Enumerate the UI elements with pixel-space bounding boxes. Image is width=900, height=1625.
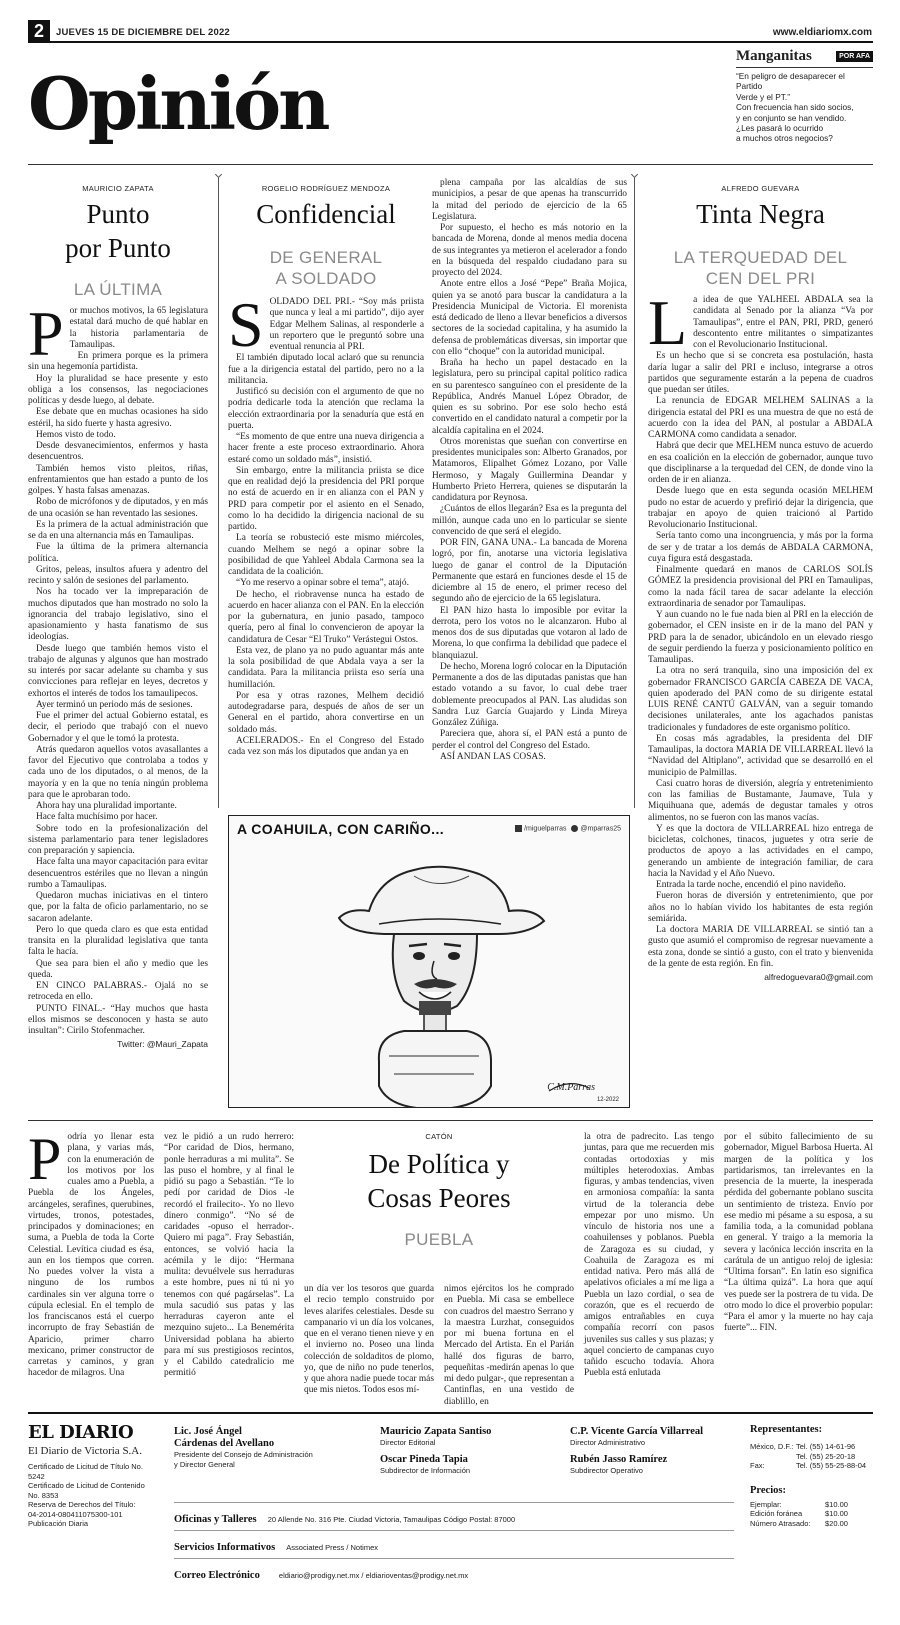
cartoon-face (393, 934, 477, 1012)
verse-line: a muchos otros negocios? (736, 133, 833, 144)
column-title (28, 197, 208, 265)
column-confidencial (228, 184, 424, 758)
paragraph: Que sea para bien el año y medio que les queda. (28, 958, 208, 980)
paragraph: Sin embargo, entre la militancia priista se dice que en realidad dejó la presidencia del PRI porque no está de acuerdo en ir en alianza con el PAN y PRD para competir por el asiento en el Senado, como lo ha decidido la dirigencia nacional de su partido. (228, 465, 424, 532)
staff-name: Cárdenas del Avellano (174, 1438, 275, 1449)
paragraph: Otros morenistas que sueñan con convertirse en presidentes municipales son: Alberto Granados, por Matamoros, Elipalhet Gómez Lozano, por Valle Hermoso, y Magaly Guillermina Deandar y Humberto Prieto Herrera, quienes se disputarán la candidatura por Reynosa. (432, 436, 627, 503)
column-title (304, 1147, 574, 1215)
bottom-column: por el súbito fallecimiento de su gobernador, Miguel Barbosa Huerta. Al margen de la política y los partidarismos, tan irrelevantes en la presencia de la muerte, la inesperada pérdida del gobernante poblano suscita un sentimiento de tristeza. Envío por ese medio mi pésame a su esposa, a su familia toda, a la comunidad poblana en general. Y traigo a la memoria la severa y lacónica lección inscrita en la carátula de un antiguo reloj de iglesia: “Ultima forsan”. En latín eso significa “La última quizá”. La hora que aquí ves puede ser la postrera de tu vida. De otro modo lo dice el proverbio popular: “Para el amor y la muerte no hay caja fuerte”... FIN. (724, 1132, 873, 1334)
paragraph: Esta vez, de plano ya no pudo aguantar más ante la sola posibilidad de que Abdala vaya a ser la candidata. Para la militancia priista eso sería una humillación. (228, 645, 424, 690)
paragraph: Fue el primer del actual Gobierno estatal, es decir, el periodo que trabajó con el nuevo Gobernador y el que le tomó la protesta. (28, 711, 208, 744)
paragraph: La otra no será tranquila, sino una imposición del ex gobernador FRANCISCO GARCÍA CABEZA DE VACA, quien apoderado del PAN como de su dirigente estatal LUIS RENÉ CANTÚ GALVÁN, van a seguir tomando decisiones unilaterales, ante los agachados panistas tradicionales y fundadores de este organismo político. (648, 666, 873, 733)
section-title: Opinión (28, 61, 328, 146)
column-author: MAURICIO ZAPATA (82, 184, 154, 193)
column-author: CATÓN (425, 1132, 453, 1141)
cartoon-illustration (229, 816, 630, 1108)
paragraph: Es la primera de la actual administración que se da en una alternancia más en Tamaulipas. (28, 519, 208, 541)
masthead-footer (28, 1422, 873, 1592)
paragraph: ACELERADOS.- En el Congreso del Estado cada vez son más los diputados que andan ya en (228, 735, 424, 757)
paragraph: La renuncia de EDGAR MELHEM SALINAS a la dirigencia estatal del PRI es una muestra de que no está de acuerdo con la idea del PAN, al postular a ABDALA CARMONA como candidata a senador. (648, 396, 873, 440)
cartoon-social-handle: @mparras25 (580, 825, 621, 833)
verse-line: y en conjunto se han vendido. (736, 112, 847, 123)
paragraph: Sobre todo en la profesionalización del sistema parlamentario para tener legisladores con preparación y sapiencia. (28, 823, 208, 856)
paragraph: plena campaña por las alcaldías de sus municipios, a pesar de que apenas ha transcurrido la mitad del periodo de ejercicio de la 65 Legislatura. (432, 178, 627, 222)
paragraph: Quedaron muchas iniciativas en el tintero que, por la falta de oficio parlamentario, no se sacaron adelante. (28, 891, 208, 924)
column-subtitle (648, 247, 873, 289)
column-subtitle (228, 247, 424, 289)
column-title: Confidencial (256, 199, 396, 229)
paragraph: “Es momento de que entre una nueva dirigencia a hacer frente a este proceso extraordinario. Ahora estaré como un soldado más”, insistió. (228, 432, 424, 465)
top-rule (28, 164, 873, 165)
column-title: Tinta Negra (696, 199, 825, 229)
manganitas-verse (736, 71, 873, 144)
paragraph: Pero lo que queda claro es que esta entidad transita en la pluralidad legislativa que tanta falta le hacía. (28, 924, 208, 958)
column-subtitle-line: CEN DEL PRI (705, 269, 816, 288)
paragraph: El PAN hizo hasta lo imposible por evitar la derrota, pero los votos no le alcanzaron. Hubo al menos dos de sus diputadas que votaron al lado de Morena, lo que confirma la debilidad que padece el blanquiazul. (432, 605, 627, 661)
price-row: Edición foránea $10.00 (750, 1509, 848, 1518)
paragraph: Sería tanto como una incongruencia, y más por la forma de ser y de tratar a los demás de ABDALA CARMONA, cuya figura está desgastada. (648, 531, 873, 564)
paragraph: Hace falta muchísimo por hacer. (36, 812, 158, 823)
paragraph: Y es que la doctora de VILLARREAL hizo entrega de bicicletas, colchones, tinacos, juguetes y otra serie de productos de apoyo a las actividades en el campo, generando un ambiente de integración familiar, de cara hacia la Navidad y el Año Nuevo. (648, 823, 873, 879)
price-row: Ejemplar: $10.00 (750, 1499, 848, 1509)
lead-paragraph: or muchos motivos, la 65 legislatura estatal dará mucho de qué hablar en la historia parlamentaria de Tamaulipas. (69, 306, 208, 350)
column-title-line: Punto (86, 199, 150, 229)
paragraph: Ayer terminó un periodo más de sesiones. (36, 699, 193, 710)
staff-role: Presidente del Consejo de Administración (174, 1450, 313, 1459)
bottom-column: nimos ejércitos los he comprado en Puebla. Mi casa se embellece con cuadros del maestro Serrano y la maestra Lurzhat, conseguidos por mi buena fortuna en el Mercado del Artista. En el Parián hallé dos figuras de barro, pequeñitas -medirán apenas lo que mi dedo pulgar-, que representan a Cantinflas, en una vestido de diablillo, en (444, 1284, 574, 1407)
staff-role: Director Editorial (380, 1438, 436, 1447)
certificate-line: Certificado de Licitud de Contenido No. 8353 (28, 1481, 145, 1500)
paragraph: Desde desvanecimientos, enfermos y hasta desencuentros. (28, 441, 208, 463)
column-signature: alfredoguevara0@gmail.com (764, 972, 873, 982)
paragraph: Habrá que decir que MELHEM nunca estuvo de acuerdo en esa coalición en la elección de gobernador, aunque tuvo que disciplinarse a la terquedad del CEN, de donde vino la orden de ir en alianza. (648, 441, 873, 485)
paragraph: Hace falta una mayor capacitación para evitar desencuentros estériles que no llevan a ningún rumbo a Tamaulipas. (28, 857, 208, 890)
paragraph: Hoy la pluralidad se hace presente y esto obliga a los consensos, las negociaciones políticas y desde luego, al debate. (28, 373, 208, 406)
column-subtitle: LA ÚLTIMA (73, 280, 163, 299)
footer-rule (28, 1412, 873, 1414)
staff-name: Rubén Jasso Ramírez (570, 1453, 668, 1465)
header-website[interactable]: www.eldiariomx.com (772, 27, 872, 38)
paragraph: Desde luego que también hemos visto el trabajo de algunas y algunos que han mostrado su interés por sacar adelante su chamba y sus convicciones para reflejar en leyes, decretos y exhortos el interés de todos los tamaulipecos. (28, 643, 208, 699)
cartoon-social-handle: /miguelparras (524, 825, 567, 833)
paragraph: La teoría se robusteció este mismo miércoles, cuando Melhem se negó a opinar sobre la posibilidad de que Yahleel Abdala Carmona sea la candidata de la coalición. (228, 533, 424, 577)
paragraph: Por esa y otras razones, Melhem decidió autodegradarse para, después de años de ser un General en el partido, ahora convertirse en un soldado más. (228, 690, 424, 735)
column-divider (218, 178, 219, 808)
paragraph: Pareciera que, ahora sí, el PAN está a punto de perder el control del Congreso del Estado. (432, 729, 627, 751)
footer-staff-editorial (380, 1426, 565, 1475)
paragraph: Gritos, peleas, insultos afuera y adentro del recinto y salón de sesiones del parlamento. (28, 564, 208, 586)
manganitas-box (736, 48, 873, 144)
prices-title: Precios: (750, 1484, 786, 1496)
staff-name: Oscar Pineda Tapia (380, 1453, 468, 1465)
footer-staff-admin (570, 1426, 730, 1475)
bottom-column: vez le pidió a un rudo herrero: “Por caridad de Dios, hermano, ponle herraduras a mi mulita”. Se las puso el hombre, y al final le pidió su pago a Sebastián. “Te lo pedí por caridad de Dios -le recordó el frailecito-. Yo no llevo dinero conmigo”. “No sé de caridades -opuso el herrador-. Quiero mi paga”. Fray Sebastián, entonces, se volvió hacia la acémila y le dijo: “Hermana mulita: devuélvele sus herraduras a este hombre, pues ni tú ni yo tenemos con qué pagárselas”. La mula sacudió sus patas y las herraduras cayeron ante el mezquino sujeto... La Benemérita Universidad poblana ha abierto para mí sus prestigiosos recintos, y el Cabildo catedralicio me permitió (164, 1132, 294, 1379)
paragraph: PUNTO FINAL.- “Hay muchos que hasta ellos mismos se desconocen y hasta se auto insultan”: Cirilo Stofenmacher. (28, 1003, 208, 1036)
certificate-line: Reserva de Derechos del Título: (28, 1500, 136, 1509)
manganitas-title: Manganitas (736, 48, 812, 64)
footer-contacts (174, 1502, 734, 1582)
paragraph: Entrada la tarde noche, encendió el pino navideño. (656, 880, 846, 890)
cartoon-date: 12-2022 (596, 1097, 619, 1103)
column-subtitle-line: A SOLDADO (275, 269, 377, 288)
column-subtitle: PUEBLA (404, 1230, 474, 1249)
dropcap: P (28, 298, 64, 369)
staff-role: Subdirector de Información (380, 1465, 471, 1475)
paragraph: De hecho, Morena logró colocar en la Diputación Permanente a dos de las diputadas panistas que han estado votando a su favor, lo cual debe traer doblemente preocupados al PAN. Las aludidas son Sandra Luz García Guajardo y Linda Mireya González Zúñiga. (432, 661, 627, 728)
verse-line: “En peligro de desaparecer el Partido (736, 71, 845, 92)
verse-line: Verde y el PT.” (736, 91, 790, 102)
certificate-line: Publicación Diaria (28, 1519, 89, 1528)
rep-row: México, D.F.: Tel. (55) 14-61-96 (750, 1442, 856, 1451)
header-date: JUEVES 15 DE DICIEMBRE DEL 2022 (56, 27, 230, 38)
column-body (28, 298, 208, 1037)
paragraph: Y aun cuando no le fue nada bien al PRI en la elección de gobernador, el CEN insiste en ir de la mano del PAN y PRD para la de senador, ubicándolo en un elevado riesgo de seguir perdiendo la fuerza y posicionamiento político en Tamaulipas. (648, 610, 873, 665)
column-punto-por-punto (28, 184, 208, 1049)
offices-address: 20 Allende No. 316 Pte. Ciudad Victoria, Tamaulipas Código Postal: 87000 (267, 1515, 516, 1524)
paragraph: Justificó su decisión con el argumento de que no podría dedicarle toda la atención que reclama la elección extraordinaria por la senaduría que está en puerta. (228, 387, 424, 431)
paragraph: Ahora hay una pluralidad importante. (36, 801, 177, 811)
services-value: Associated Press / Notimex (286, 1543, 378, 1552)
divider-ornament (215, 171, 222, 178)
paragraph: En cosas más agradables, la presidenta del DIF Tamaulipas, la doctora MARIA DE VILLARREAL llevó la “Navidad del Altiplano”, actividad que se desarrolló en el municipio de Palmillas. (648, 733, 873, 778)
verse-line: ¿Les pasará lo ocurrido (736, 123, 824, 134)
paragraph: ASÍ ANDAN LAS COSAS. (440, 751, 546, 762)
paragraph: La doctora MARIA DE VILLARREAL se sintió tan a gusto que asumió el compromiso de regresar nuevamente a esta zona, donde se sintió a gusto, con el trato y bienvenida de la gente de esta región. En fin. (648, 925, 873, 969)
rep-row: Tel. (55) 25-20-18 (796, 1451, 856, 1461)
column-title-line: por Punto (65, 233, 171, 263)
paragraph: Hemos visto de todo. (36, 429, 116, 440)
paragraph: ¿Cuántos de ellos llegarán? Esa es la pregunta del millón, aunque cada uno en lo particular se siente convencido de que será el elegido. (432, 504, 627, 537)
lead-paragraph: a idea de que YALHEEL ABDALA sea la candidata al Senado por la alianza “Va por Tamaulipas”, entre el PAN, PRI, PRD, generó descontento entre militantes o simpatizantes con el Revolucionario Institucional. (693, 295, 873, 350)
column-body (432, 178, 627, 763)
staff-role: Subdirector Operativo (570, 1465, 643, 1475)
rep-row: Fax: Tel. (55) 55-25-88-04 (750, 1461, 867, 1470)
column-body (228, 289, 424, 758)
fist (379, 1031, 491, 1108)
column-title-line: De Política y (368, 1149, 510, 1179)
page-number: 2 (33, 21, 44, 41)
cowboy-hat (339, 867, 544, 934)
paragraph: POR FIN, GANA UNA.- La bancada de Morena logró, por fin, anotarse una victoria legislativa luego de ganar el control de la Diputación Permanente que estará en funciones desde el 15 de diciembre al 15 de enero, el primer receso del segundo año de ejercicio de la 65 legislatura. (432, 538, 627, 605)
paragraph: Fue la última de la primera alternancia política. (28, 542, 208, 564)
dropcap: L (648, 287, 688, 358)
staff-role: y Director General (174, 1459, 235, 1469)
paragraph: Desde luego que en esta segunda ocasión MELHEM pudo no estar de acuerdo y prefirió dejar la dirigencia, que trabajar en apoyo de quien traicionó al Partido Revolucionario Institucional. (648, 486, 873, 530)
column-tinta-negra (648, 184, 873, 982)
cartoon-title: A COAHUILA, CON CARIÑO... (237, 821, 445, 837)
divider-ornament (631, 171, 638, 178)
services-label: Servicios Informativos (174, 1542, 276, 1553)
paragraph: Anote entre ellos a José “Pepe” Braña Mojica, quien ya se anotó para buscar la candidatura a la Presidencia Municipal de Victoria. El morenista está dedicado de lleno a llevar beneficios a diversos sectores de la sociedad capitalina, y ha asumido la defensa de problemáticas diversas, sin importar que con ello “choque” con la autoridad municipal. (432, 279, 627, 357)
verse-line: Con frecuencia han sido socios, (736, 102, 854, 113)
price-row: Número Atrasado: $20.00 (750, 1518, 848, 1528)
manganitas-badge: POR AFA (836, 51, 873, 62)
column-subtitle-line: LA TERQUEDAD DEL (673, 248, 848, 267)
paragraph: De hecho, el riobravense nunca ha estado de acuerdo en hacer alianza con el PAN. En la elección por la gubernatura, en junio pasado, tampoco quería, pero al final lo convencieron de apoyar la candidatura de Cesar “El Truko” Verástegui Ostos. (228, 589, 424, 645)
column-signature: Twitter: @Mauri_Zapata (117, 1039, 208, 1050)
paragraph: El también diputado local aclaró que su renuncia fue a la dirigencia estatal del partido, pero no a la militancia. (228, 353, 424, 386)
offices-label: Oficinas y Talleres (174, 1514, 257, 1525)
bottom-article (28, 1126, 873, 1407)
column-subtitle-line: DE GENERAL (269, 248, 383, 267)
bottom-lead: odría yo llenar esta plana, y varias más, con la enumeración de los motivos por los cuales amo a Puebla, a Puebla de los Ángeles, arcángeles, serafines, querubines, virtudes, tronos, potestades, principados y dominaciones; en suma, a Puebla de toda la Corte Celestial. Levítica ciudad es ésa, aun en los tiempos que corren. No puedes volver la vista a ninguno de los rumbos cardinales sin ver alguna torre o cúpula eclesial. En el templo de los franciscanos está el cuerpo incorrupto de fray Sebastián de Aparicio, primer charro mexicano, primer constructor de carretas y caminos, y gran hacedor de milagros. Una (28, 1132, 154, 1379)
paragraph: Nos ha tocado ver la impreparación de muchos diputados que han mostrado no solo la ignorancia del trabajo legislativo, sino el apasionamiento y hasta fanatismo de sus ideologías. (28, 587, 208, 643)
staff-role: Director Administrativo (570, 1438, 646, 1447)
bottom-column: la otra de padrecito. Las tengo juntas, para que me recuerden mis contadas ortodoxias y mis múltiples heterodoxias. Ambas figuras, y ambas tendencias, viven en armoniosa compañía: la santa virtud de la tolerancia debe empezar por uno mismo. Un vínculo de historia nos une a coahuilenses y poblanos. Puebla de Zaragoza es su ciudad, y Coahuila de Zaragoza es mi entidad nativa. Pero más allá de apelativos oficiales a mí me liga a Puebla un lazo cordial, o sea de corazón, que es el recuerdo de amigos entrañables en cuya compañía recorrí con pasos juveniles sus calles y sus plazas; y aquel concierto de campanas cuyo tañido escucho todavía. Ahora Puebla está enlutada (584, 1132, 714, 1379)
column-body (648, 287, 873, 970)
column-confidencial-continued (432, 178, 627, 763)
lead-paragraph: OLDADO DEL PRI.- “Soy más priista que nunca y leal a mi partido”, dijo ayer Edgar Melhem Salinas, al responderle a un reportero que le preguntó sobre una eventual renuncia al PRI. (269, 297, 424, 352)
footer-company: El Diario de Victoria S.A. (28, 1445, 143, 1457)
dropcap: S (228, 289, 264, 360)
bottom-rule (28, 1120, 873, 1121)
column-author: ALFREDO GUEVARA (721, 184, 800, 193)
paragraph: EN CINCO PALABRAS.- Ojalá no se retroceda en ello. (28, 981, 208, 1003)
paragraph: Por supuesto, el hecho es más notorio en la bancada de Morena, donde al menos media docena de sus integrantes ya metieron el acelerador a fondo en la búsqueda del respaldo ciudadano para su proyecto del 2024. (432, 223, 627, 278)
footer-staff-president (174, 1426, 364, 1469)
bottom-column: un día ver los tesoros que guarda el recio templo construido por leves alarifes celestiales. Desde su campanario vi un día los volcanes, que en el verano tienen nieve y en el invierno no. Poseo una linda colección de soldaditos de plomo, yo, que de niño no pude tenerlos, y que ahora nadie puede tocar más que mis nietos. Todos esos mí- (304, 1284, 434, 1396)
paragraph: Casi cuatro horas de diversión, alegría y entretenimiento con las familias de Bustamante, Jaumave, Tula y Miquihuana que, además de degustar tamales y otros alimentos, no se fueron con las manos vacías. (648, 778, 873, 823)
paragraph: Ese debate que en muchas ocasiones ha sido estéril, ha sido fuerte y hasta agresivo. (28, 407, 208, 429)
footer-logo-block (28, 1422, 158, 1529)
certificate-line: Certificado de Licitud de Título No. 5242 (28, 1462, 143, 1481)
paragraph: Braña ha hecho un papel destacado en la legislatura, pero su principal capital político radica en su parentesco sanguíneo con el presidente de la República, Andrés Manuel López Obrador, de quien es su sobrino. Por ese solo hecho está convertido en el candidato natural a competir por la alcaldía capitalina en el 2024. (432, 358, 627, 436)
paragraph: Es un hecho que si se concreta esa postulación, hasta daría lugar a salir del PRI e incluso, integrarse a otros partidos que seguramente estarán a la pepena de cuadros que puedan ser útiles. (648, 351, 873, 395)
paragraph: Finalmente quedará en manos de CARLOS SOLÍS GÓMEZ la presidencia provisional del PRI en Tamaulipas, como la nada fácil tarea de sacar adelante la elección extraordinaria de senador por Tamaulipas. (648, 565, 873, 609)
footer-representantes (750, 1424, 873, 1528)
page-number-box (28, 20, 50, 42)
email-label: Correo Electrónico (174, 1570, 260, 1581)
cartoon-signature: C.M.Parras (547, 1082, 595, 1093)
dropcap: P (28, 1126, 62, 1192)
paragraph: Fueron horas de diversión y entretenimiento, que por años no lo habían vivido los habitantes de esta región semiárida. (648, 891, 873, 924)
column-divider (634, 178, 635, 808)
paragraph: En primera porque es la primera sin una hegemonía partidista. (28, 351, 208, 373)
certificate-line: 04-2014-080411075300-101 (28, 1509, 123, 1519)
paragraph: También hemos visto pleitos, riñas, enfrentamientos que han estado a punto de los golpes. Y hasta falsas amenazas. (28, 463, 208, 496)
bottom-column (28, 1126, 154, 1380)
reps-title: Representantes: (750, 1424, 823, 1435)
paragraph: Robo de micrófonos y de diputados, y en más de una ocasión se han reventado las sesiones. (28, 497, 208, 519)
column-author: ROGELIO RODRÍGUEZ MENDOZA (261, 184, 391, 193)
paragraph: “Yo me reservo a opinar sobre el tema”, atajó. (236, 578, 409, 589)
staff-name: C.P. Vicente García Villarreal (570, 1426, 704, 1437)
header-rule (28, 41, 873, 43)
footer-logo: EL DIARIO (28, 1422, 134, 1443)
paragraph: Atrás quedaron aquellos votos avasallantes a favor del Ejecutivo que controlaba a todos y cada uno de los diputados, o al menos, de la mayoría y en la que no tenía ningún problema para que le aprobaran todo. (28, 744, 208, 800)
email-links[interactable]: eldiario@prodigy.net.mx / eldiarioventas@prodigy.net.mx (278, 1571, 469, 1580)
bottom-header (304, 1132, 574, 1250)
cartoon-frame (228, 815, 630, 1108)
staff-name: Mauricio Zapata Santiso (380, 1426, 492, 1437)
column-title-line: Cosas Peores (367, 1183, 511, 1213)
staff-name: Lic. José Ángel (174, 1426, 242, 1437)
